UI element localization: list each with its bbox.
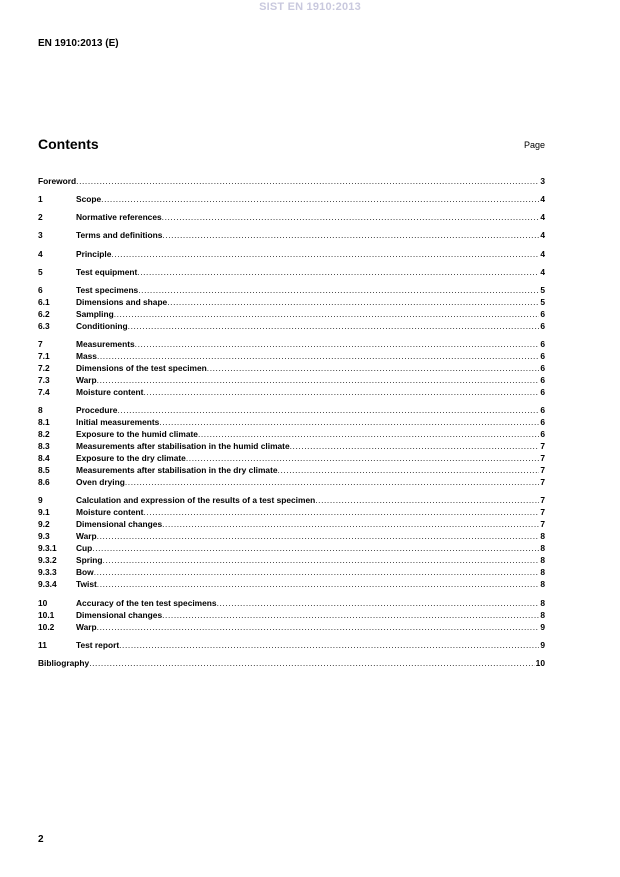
toc-entry[interactable] xyxy=(38,320,545,332)
toc-title: Scope xyxy=(76,194,102,204)
toc-title: Dimensions and shape xyxy=(76,297,168,307)
toc-entry[interactable] xyxy=(38,530,545,542)
toc-page: 5 xyxy=(540,297,545,307)
toc-leader-dots xyxy=(162,211,540,223)
toc-leader-dots xyxy=(92,542,539,554)
toc-number: 2 xyxy=(38,212,43,222)
toc-number: 9.1 xyxy=(38,507,50,517)
toc-entry[interactable] xyxy=(38,440,545,452)
toc-leader-dots xyxy=(162,518,539,530)
toc-number: 9 xyxy=(38,495,43,505)
toc-leader-dots xyxy=(103,554,540,566)
toc-number: 8.3 xyxy=(38,441,50,451)
toc-entry[interactable] xyxy=(38,639,545,651)
toc-entry[interactable] xyxy=(38,621,545,633)
toc-title: Conditioning xyxy=(76,321,128,331)
toc-number: 6 xyxy=(38,285,43,295)
toc-entry[interactable] xyxy=(38,374,545,386)
toc-entry[interactable] xyxy=(38,452,545,464)
toc-number: 10.1 xyxy=(38,610,55,620)
toc-page: 6 xyxy=(540,375,545,385)
toc-title: Dimensional changes xyxy=(76,519,163,529)
toc-page: 7 xyxy=(540,477,545,487)
toc-entry[interactable] xyxy=(38,284,545,296)
toc-entry[interactable] xyxy=(38,494,545,506)
toc-leader-dots xyxy=(138,284,539,296)
toc-number: 8.2 xyxy=(38,429,50,439)
toc-entry[interactable] xyxy=(38,248,545,260)
toc-entry-bibliography[interactable] xyxy=(38,657,545,669)
toc-entry[interactable] xyxy=(38,296,545,308)
toc-page: 8 xyxy=(540,531,545,541)
toc-leader-dots xyxy=(97,350,539,362)
toc-title: Moisture content xyxy=(76,507,144,517)
toc-number: 7 xyxy=(38,339,43,349)
toc-entry[interactable] xyxy=(38,193,545,205)
toc-title: Cup xyxy=(76,543,93,553)
toc-entry[interactable] xyxy=(38,416,545,428)
toc-page: 6 xyxy=(540,417,545,427)
toc-page: 7 xyxy=(540,453,545,463)
toc-number: 8.5 xyxy=(38,465,50,475)
toc-page: 7 xyxy=(540,495,545,505)
toc-number: 8 xyxy=(38,405,43,415)
toc-entry[interactable] xyxy=(38,428,545,440)
page-number: 2 xyxy=(38,834,44,845)
toc-entry[interactable] xyxy=(38,308,545,320)
toc-entry[interactable] xyxy=(38,566,545,578)
contents-heading: Contents xyxy=(38,136,99,152)
toc-entry[interactable] xyxy=(38,597,545,609)
toc-page: 7 xyxy=(540,507,545,517)
page-column-label: Page xyxy=(523,140,545,150)
toc-number: 7.3 xyxy=(38,375,50,385)
toc-leader-dots xyxy=(97,621,540,633)
toc-title: Exposure to the humid climate xyxy=(76,429,198,439)
toc-title: Accuracy of the ten test specimens xyxy=(76,598,217,608)
toc-title: Dimensional changes xyxy=(76,610,163,620)
toc-number: 7.4 xyxy=(38,387,50,397)
toc-entry[interactable] xyxy=(38,464,545,476)
toc-page: 6 xyxy=(540,363,545,373)
toc-title: Normative references xyxy=(76,212,162,222)
toc-title: Dimensions of the test specimen xyxy=(76,363,207,373)
toc-number: 11 xyxy=(38,640,47,650)
toc-leader-dots xyxy=(186,452,539,464)
toc-leader-dots xyxy=(89,657,534,669)
toc-page: 6 xyxy=(540,351,545,361)
toc-number: 3 xyxy=(38,230,43,240)
toc-entry-foreword[interactable] xyxy=(38,175,545,187)
toc-title: Moisture content xyxy=(76,387,144,397)
toc-number: 8.1 xyxy=(38,417,50,427)
toc-number: 10 xyxy=(38,598,48,608)
toc-number: 1 xyxy=(38,194,43,204)
toc-leader-dots xyxy=(135,338,540,350)
toc-page: 9 xyxy=(540,640,545,650)
toc-page: 4 xyxy=(540,249,545,259)
toc-page: 7 xyxy=(540,519,545,529)
toc-number: 9.2 xyxy=(38,519,50,529)
toc-number: 6.2 xyxy=(38,309,50,319)
toc-number: 8.6 xyxy=(38,477,50,487)
toc-leader-dots xyxy=(290,440,540,452)
document-id: EN 1910:2013 (E) xyxy=(38,38,119,49)
toc-page: 6 xyxy=(540,405,545,415)
toc-leader-dots xyxy=(97,374,540,386)
toc-title: Warp xyxy=(76,531,97,541)
toc-leader-dots xyxy=(207,362,540,374)
toc-number: 10.2 xyxy=(38,622,55,632)
toc-number: 6.3 xyxy=(38,321,50,331)
toc-leader-dots xyxy=(162,229,539,241)
toc-leader-dots xyxy=(117,404,539,416)
toc-number: 7.1 xyxy=(38,351,50,361)
toc-page: 8 xyxy=(540,567,545,577)
toc-page: 4 xyxy=(540,212,545,222)
toc-leader-dots xyxy=(162,609,539,621)
toc-leader-dots xyxy=(128,320,540,332)
toc-entry[interactable] xyxy=(38,350,545,362)
toc-entry[interactable] xyxy=(38,338,545,350)
toc-page: 6 xyxy=(540,321,545,331)
toc-leader-dots xyxy=(159,416,539,428)
toc-leader-dots xyxy=(167,296,539,308)
toc-number: 9.3.3 xyxy=(38,567,57,577)
toc-number: 9.3.2 xyxy=(38,555,57,565)
toc-title: Initial measurements xyxy=(76,417,160,427)
toc-title: Oven drying xyxy=(76,477,125,487)
toc-leader-dots xyxy=(125,476,539,488)
toc-title: Bibliography xyxy=(38,658,90,668)
toc-title: Test report xyxy=(76,640,120,650)
toc-page: 8 xyxy=(540,555,545,565)
toc-number: 8.4 xyxy=(38,453,50,463)
toc-entry[interactable] xyxy=(38,518,545,530)
toc-entry[interactable] xyxy=(38,578,545,590)
toc-page: 6 xyxy=(540,339,545,349)
toc-title: Test specimens xyxy=(76,285,139,295)
toc-number: 7.2 xyxy=(38,363,50,373)
toc-leader-dots xyxy=(198,428,539,440)
toc-entry[interactable] xyxy=(38,404,545,416)
toc-page: 6 xyxy=(540,387,545,397)
toc-page: 8 xyxy=(540,610,545,620)
toc-title: Foreword xyxy=(38,176,77,186)
toc-number: 6.1 xyxy=(38,297,50,307)
toc-number: 9.3 xyxy=(38,531,50,541)
toc-leader-dots xyxy=(315,494,539,506)
toc-title: Terms and definitions xyxy=(76,230,163,240)
toc-number: 9.3.1 xyxy=(38,543,57,553)
toc-entry[interactable] xyxy=(38,542,545,554)
toc-number: 4 xyxy=(38,249,43,259)
toc-leader-dots xyxy=(119,639,539,651)
watermark: SIST EN 1910:2013 xyxy=(259,1,361,13)
toc-page: 8 xyxy=(540,598,545,608)
toc-entry[interactable] xyxy=(38,266,545,278)
toc-title: Warp xyxy=(76,375,97,385)
toc-leader-dots xyxy=(137,266,539,278)
toc-leader-dots xyxy=(278,464,540,476)
toc-page: 8 xyxy=(540,579,545,589)
toc-entry[interactable] xyxy=(38,609,545,621)
toc-page: 9 xyxy=(540,622,545,632)
toc-number: 5 xyxy=(38,267,43,277)
toc-title: Principle xyxy=(76,249,112,259)
toc-leader-dots xyxy=(101,193,539,205)
toc-page: 5 xyxy=(540,285,545,295)
toc-entry[interactable] xyxy=(38,386,545,398)
toc-title: Mass xyxy=(76,351,97,361)
toc-page: 7 xyxy=(540,465,545,475)
toc-page: 6 xyxy=(540,309,545,319)
toc-leader-dots xyxy=(114,308,540,320)
toc-title: Twist xyxy=(76,579,97,589)
toc-entry[interactable] xyxy=(38,211,545,223)
toc-title: Sampling xyxy=(76,309,114,319)
toc-title: Measurements xyxy=(76,339,135,349)
toc-leader-dots xyxy=(143,506,539,518)
toc-leader-dots xyxy=(94,566,540,578)
toc-page: 7 xyxy=(540,441,545,451)
toc-leader-dots xyxy=(111,248,539,260)
toc-title: Measurements after stabilisation in the humid climate xyxy=(76,441,290,451)
toc-entry[interactable] xyxy=(38,229,545,241)
toc-title: Bow xyxy=(76,567,94,577)
toc-page: 8 xyxy=(540,543,545,553)
toc-leader-dots xyxy=(217,597,540,609)
toc-leader-dots xyxy=(97,530,540,542)
toc-page: 4 xyxy=(540,194,545,204)
toc-number: 9.3.4 xyxy=(38,579,57,589)
toc-entry[interactable] xyxy=(38,554,545,566)
toc-title: Test equipment xyxy=(76,267,138,277)
toc-page: 4 xyxy=(540,230,545,240)
toc-title: Procedure xyxy=(76,405,118,415)
toc-title: Warp xyxy=(76,622,97,632)
toc-title: Spring xyxy=(76,555,103,565)
toc-page: 4 xyxy=(540,267,545,277)
toc-leader-dots xyxy=(76,175,539,187)
toc-title: Exposure to the dry climate xyxy=(76,453,186,463)
toc-page: 3 xyxy=(540,176,545,186)
toc-page: 10 xyxy=(535,658,545,668)
toc-entry[interactable] xyxy=(38,506,545,518)
toc-leader-dots xyxy=(143,386,539,398)
toc-leader-dots xyxy=(97,578,540,590)
toc-title: Calculation and expression of the results of a test specimen xyxy=(76,495,316,505)
toc-entry[interactable] xyxy=(38,362,545,374)
toc-entry[interactable] xyxy=(38,476,545,488)
toc-page: 6 xyxy=(540,429,545,439)
toc-title: Measurements after stabilisation in the dry climate xyxy=(76,465,278,475)
